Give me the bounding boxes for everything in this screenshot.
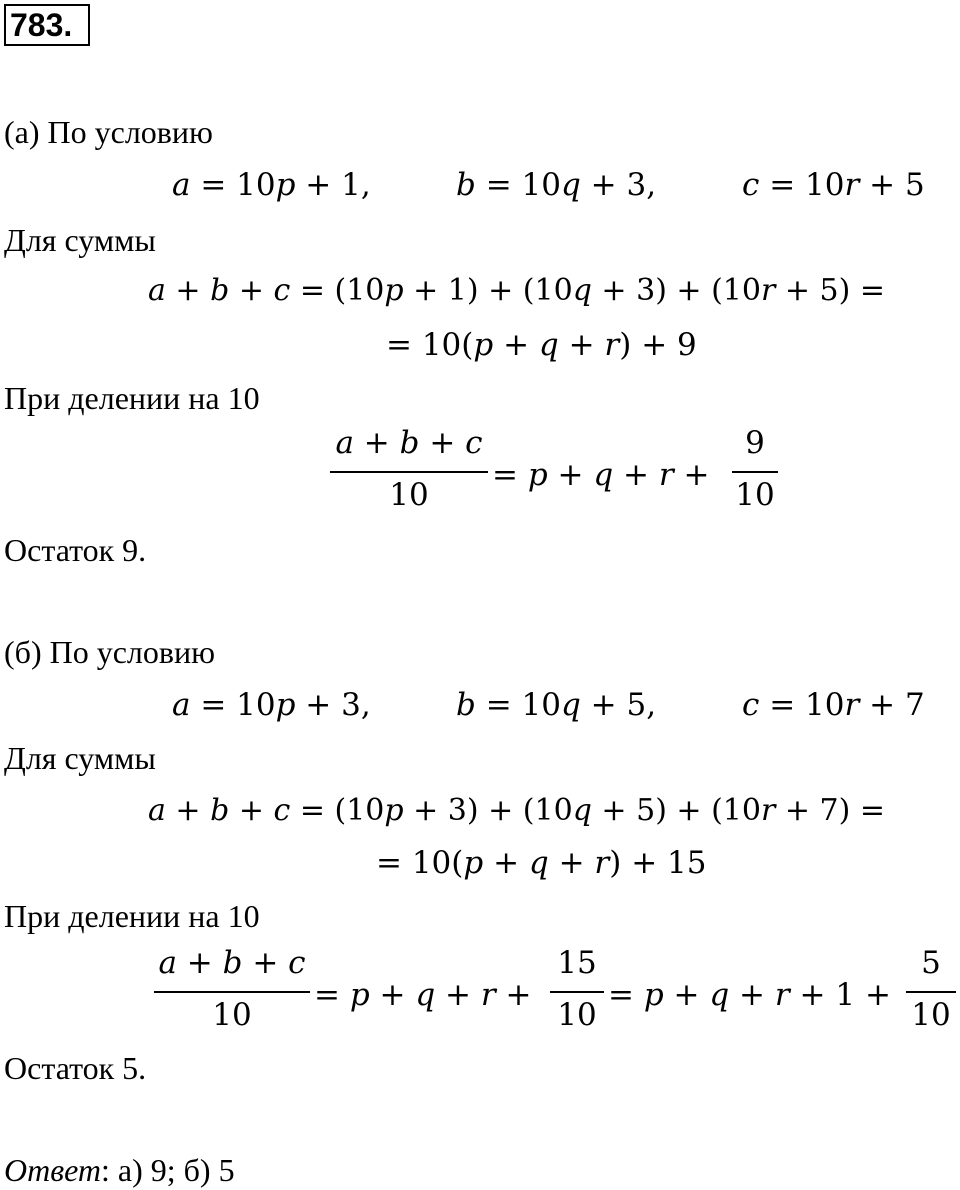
part-b-sum-line2: = 10(𝑝 + 𝑞 + 𝑟) + 15 xyxy=(376,845,707,881)
part-a-eq-a: 𝑎 = 10𝑝 + 1, xyxy=(172,167,371,203)
part-b-eq-c: 𝑐 = 10𝑟 + 7 xyxy=(742,687,925,723)
part-b-mid-denominator: 10 xyxy=(557,997,597,1033)
part-a-eq-b: 𝑏 = 10𝑞 + 3, xyxy=(456,167,657,203)
part-a-frac-denominator: 10 xyxy=(389,477,429,513)
part-a-fraction xyxy=(330,425,488,518)
part-b-frac-bar xyxy=(154,991,310,993)
problem-number: 783. xyxy=(4,4,90,46)
part-b-sum-label: Для суммы xyxy=(4,740,156,776)
part-a-div-label: При делении на 10 xyxy=(4,380,260,416)
part-a-sum-line1: 𝑎 + 𝑏 + 𝑐 = (10𝑝 + 1) + (10𝑞 + 3) + (10𝑟 + 5) = xyxy=(148,273,885,308)
answer-line xyxy=(4,1154,235,1186)
part-b-rem-numerator: 5 xyxy=(921,945,941,981)
part-b-rem-denominator: 10 xyxy=(911,997,951,1033)
part-a-sum-label: Для суммы xyxy=(4,222,156,258)
part-a-sum-line2: = 10(𝑝 + 𝑞 + 𝑟) + 9 xyxy=(386,327,697,363)
part-a-rem-denominator: 10 xyxy=(735,477,775,513)
part-b-mid-numerator: 15 xyxy=(557,945,597,981)
part-a-frac-bar xyxy=(330,471,488,473)
part-b-remainder-fraction xyxy=(906,945,956,1038)
part-b-eq-b: 𝑏 = 10𝑞 + 5, xyxy=(456,687,657,723)
part-b-fraction xyxy=(154,945,310,1038)
part-b-div-label: При делении на 10 xyxy=(4,898,260,934)
part-a-rem-bar xyxy=(732,471,778,473)
part-a-rhs: = 𝑝 + 𝑞 + 𝑟 + xyxy=(492,457,710,493)
part-b-sum-line1: 𝑎 + 𝑏 + 𝑐 = (10𝑝 + 3) + (10𝑞 + 5) + (10𝑟 + 7) = xyxy=(148,793,885,828)
part-b-rhs1: = 𝑝 + 𝑞 + 𝑟 + xyxy=(314,977,532,1013)
part-a-frac-numerator: 𝑎 + 𝑏 + 𝑐 xyxy=(335,425,483,461)
answer-text: : а) 9; б) 5 xyxy=(101,1152,235,1188)
part-b-frac-numerator: 𝑎 + 𝑏 + 𝑐 xyxy=(158,945,306,981)
part-a-remainder-fraction xyxy=(732,425,778,518)
part-a-intro: (а) По условию xyxy=(4,114,213,150)
part-a-rem-numerator: 9 xyxy=(745,425,765,461)
part-b-rhs2: = 𝑝 + 𝑞 + 𝑟 + 1 + xyxy=(608,977,891,1013)
part-b-remainder: Остаток 5. xyxy=(4,1050,147,1086)
part-b-frac-denominator: 10 xyxy=(212,997,252,1033)
part-a-remainder: Остаток 9. xyxy=(4,532,147,568)
part-b-eq-a: 𝑎 = 10𝑝 + 3, xyxy=(172,687,371,723)
answer-label: Ответ xyxy=(4,1152,101,1188)
part-b-mid-bar xyxy=(550,991,604,993)
part-b-mid-fraction xyxy=(550,945,604,1038)
part-a-eq-c: 𝑐 = 10𝑟 + 5 xyxy=(742,167,925,203)
part-b-rem-bar xyxy=(906,991,956,993)
part-b-intro: (б) По условию xyxy=(4,634,216,670)
